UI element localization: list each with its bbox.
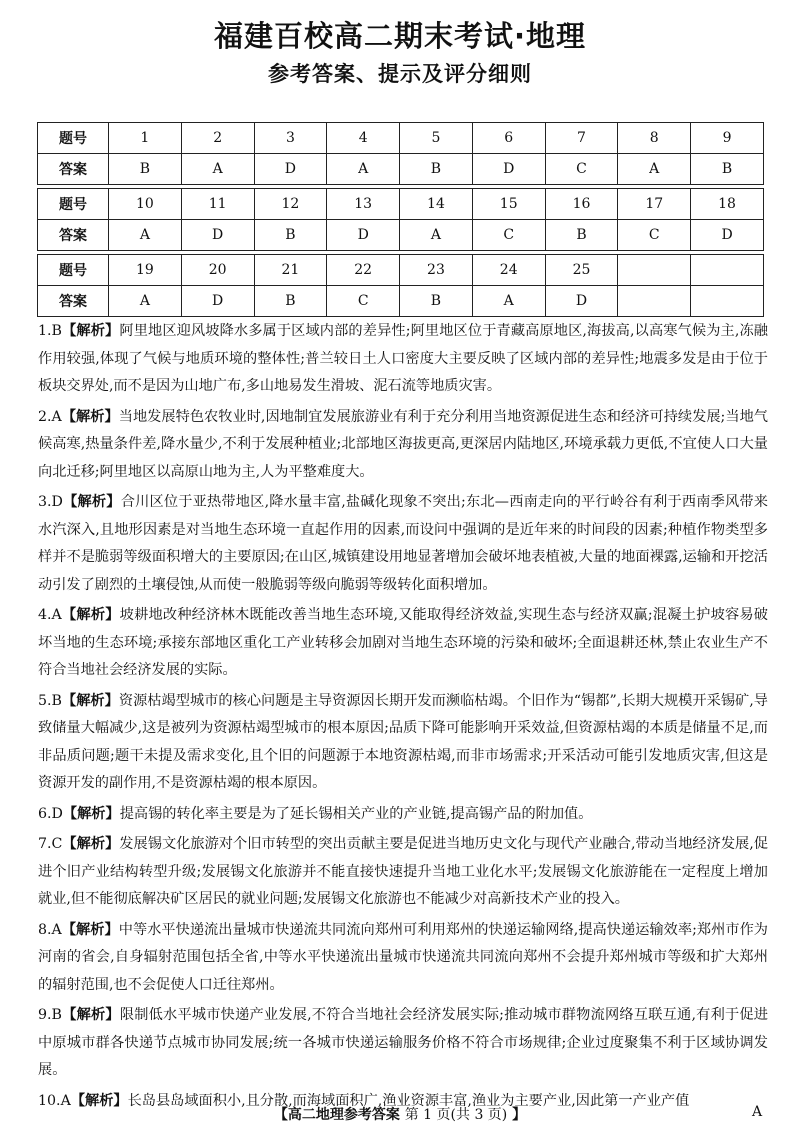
answer-cell: D <box>472 154 545 185</box>
page-subtitle: 参考答案、提示及评分细则 <box>268 62 532 86</box>
question-cell: 20 <box>181 255 254 286</box>
footer-close: 】 <box>512 1107 527 1123</box>
footer-page-number: 第 1 页(共 3 页) <box>404 1107 508 1123</box>
question-cell: 25 <box>545 255 618 286</box>
question-cell: 21 <box>254 255 327 286</box>
answer-cell: B <box>400 286 473 317</box>
footer <box>0 1104 800 1124</box>
explanation-text: 长岛县岛域面积小,且分散,而海域面积广,渔业资源丰富,渔业为主要产业,因此第一产业产值 <box>127 1092 690 1109</box>
answer-cell: C <box>472 220 545 251</box>
answer-table <box>37 122 764 317</box>
question-cell: 13 <box>327 189 400 220</box>
answer-row-header: 答案 <box>38 286 109 317</box>
explanation-text: 资源枯竭型城市的核心问题是主导资源因长期开发而濒临枯竭。个旧作为“锡都”,长期大规模开采锡矿,导致储量大幅减少,这是被列为资源枯竭型城市的根本原因;品质下降可能影响开采效益,但资源枯竭的本质是储量不足,而非品质问题;题干未提及需求变化,且个旧的问题源于本地资源枯竭,而非市场需求;开采活动可能引发地质灾害,但这是资源开发的副作用,不是资源枯竭的根本原因。 <box>38 692 768 791</box>
answer-row <box>38 220 764 251</box>
answer-cell: A <box>327 154 400 185</box>
question-cell: 19 <box>109 255 182 286</box>
answer-row-header: 答案 <box>38 154 109 185</box>
explanation-text: 合川区位于亚热带地区,降水量丰富,盐碱化现象不突出;东北—西南走向的平行岭谷有利于西南季风带来水汽深入,且地形因素是对当地生态环境一直起作用的因素,而设问中强调的是近年来的时间段的因素;种植作物类型多样并不是脆弱等级面积增大的主要原因;在山区,城镇建设用地显著增加会破坏地表植被,大量的地面裸露,运输和开挖活动引发了剧烈的土壤侵蚀,从而使一般脆弱等级向脆弱等级转化面积增加。 <box>38 494 768 593</box>
question-cell: 11 <box>181 189 254 220</box>
question-answer-number: 2.A <box>38 408 62 425</box>
question-cell: 23 <box>400 255 473 286</box>
analysis-tag: 【解析】 <box>61 921 119 938</box>
explanation-item <box>38 404 768 487</box>
question-cell: 18 <box>691 189 764 220</box>
analysis-tag: 【解析】 <box>61 408 119 425</box>
explanation-item <box>38 688 768 798</box>
question-answer-number: 1.B <box>38 323 62 339</box>
question-cell: 22 <box>327 255 400 286</box>
answer-cell: A <box>472 286 545 317</box>
explanation-text: 坡耕地改种经济林木既能改善当地生态环境,又能取得经济效益,实现生态与经济双赢;混凝土护坡容易破坏当地的生态环境;承接东部地区重化工产业转移会加剧对当地生态环境的污染和破坏;全面退耕还林,禁止农业生产不符合当地社会经济发展的实际。 <box>38 607 768 678</box>
answer-cell: C <box>618 220 691 251</box>
question-answer-number: 9.B <box>38 1007 62 1023</box>
question-row <box>38 255 764 286</box>
question-answer-number: 7.C <box>38 836 63 852</box>
answer-cell: D <box>545 286 618 317</box>
explanation-text: 限制低水平城市快递产业发展,不符合当地社会经济发展实际;推动城市群物流网络互联互通,有利于促进中原城市群各快递节点城市协同发展;统一各城市快递运输服务价格不符合市场规律;企业过度聚集不利于区域协调发展。 <box>38 1007 768 1078</box>
question-cell: 14 <box>400 189 473 220</box>
explanation-item <box>38 602 768 685</box>
version-label: A <box>752 1104 763 1120</box>
question-cell: 16 <box>545 189 618 220</box>
answer-row <box>38 154 764 185</box>
question-row <box>38 123 764 154</box>
explanation-text: 阿里地区迎风坡降水多属于区域内部的差异性;阿里地区位于青藏高原地区,海拔高,以高寒气候为主,冻融作用较强,体现了气候与地质环境的整体性;普兰较日土人口密度大主要反映了区域内部的差异性;地震多发是由于位于板块交界处,而不是因为山地广布,多山地易发生滑坡、泥石流等地质灾害。 <box>38 323 768 394</box>
question-row-header: 题号 <box>38 189 109 220</box>
question-cell: 4 <box>327 123 400 154</box>
answer-cell: C <box>327 286 400 317</box>
answer-cell: C <box>545 154 618 185</box>
answer-cell: A <box>109 220 182 251</box>
analysis-tag: 【解析】 <box>61 607 120 623</box>
explanation-item <box>38 917 768 1000</box>
question-cell: 7 <box>545 123 618 154</box>
question-row-header: 题号 <box>38 255 109 286</box>
explanation-item <box>38 801 768 829</box>
answer-cell: D <box>181 220 254 251</box>
question-answer-number: 10.A <box>38 1092 71 1109</box>
explanation-item <box>38 489 768 599</box>
answer-cell: B <box>254 220 327 251</box>
explanation-item <box>38 831 768 914</box>
question-cell: 10 <box>109 189 182 220</box>
explanation-text: 当地发展特色农牧业时,因地制宜发展旅游业有利于充分利用当地资源促进生态和经济可持续发展;当地气候高寒,热量条件差,降水量少,不利于发展种植业;北部地区海拔更高,更深居内陆地区,环境承载力更低,不宜使人口大量向北迁移;阿里地区以高原山地为主,人为平整难度大。 <box>38 408 768 480</box>
question-answer-number: 4.A <box>38 607 62 623</box>
question-cell: 5 <box>400 123 473 154</box>
question-cell: 15 <box>472 189 545 220</box>
question-answer-number: 3.D <box>38 494 63 510</box>
footer-label: 【高二地理参考答案 <box>273 1107 400 1123</box>
explanations <box>38 318 768 1118</box>
answer-cell: A <box>109 286 182 317</box>
question-row <box>38 189 764 220</box>
explanation-text: 中等水平快递流出量城市快递流共同流向郑州可利用郑州的快递运输网络,提高快递运输效率;郑州市作为河南的省会,自身辐射范围包括全省,中等水平快递流出量城市快递流共同流向郑州不会提升郑州城市等级和扩大郑州的辐射范围,也不会促使人口迁往郑州。 <box>38 921 768 993</box>
analysis-tag: 【解析】 <box>62 494 121 510</box>
question-row-header: 题号 <box>38 123 109 154</box>
explanation-item <box>38 318 768 401</box>
answer-cell: D <box>181 286 254 317</box>
answer-cell: B <box>109 154 182 185</box>
analysis-tag: 【解析】 <box>62 805 120 822</box>
answer-row <box>38 286 764 317</box>
answer-cell: A <box>618 154 691 185</box>
question-cell: 3 <box>254 123 327 154</box>
question-cell: 8 <box>618 123 691 154</box>
question-cell: 9 <box>691 123 764 154</box>
analysis-tag: 【解析】 <box>70 1092 128 1109</box>
question-answer-number: 5.B <box>38 692 62 709</box>
question-cell: 17 <box>618 189 691 220</box>
answer-cell: B <box>400 154 473 185</box>
answer-cell: A <box>181 154 254 185</box>
question-answer-number: 8.A <box>38 921 62 938</box>
explanation-text: 提高锡的转化率主要是为了延长锡相关产业的产业链,提高锡产品的附加值。 <box>119 805 593 822</box>
answer-cell: D <box>691 220 764 251</box>
answer-cell: D <box>327 220 400 251</box>
answer-cell: B <box>545 220 618 251</box>
answer-cell <box>618 286 691 317</box>
answer-cell: B <box>691 154 764 185</box>
question-cell: 1 <box>109 123 182 154</box>
analysis-tag: 【解析】 <box>62 836 120 852</box>
question-cell: 12 <box>254 189 327 220</box>
question-cell <box>618 255 691 286</box>
analysis-tag: 【解析】 <box>61 323 120 339</box>
question-cell: 2 <box>181 123 254 154</box>
answer-cell: B <box>254 286 327 317</box>
answer-cell <box>691 286 764 317</box>
answer-row-header: 答案 <box>38 220 109 251</box>
question-answer-number: 6.D <box>38 805 63 822</box>
explanation-text: 发展锡文化旅游对个旧市转型的突出贡献主要是促进当地历史文化与现代产业融合,带动当地经济发展,促进个旧产业结构转型升级;发展锡文化旅游并不能直接快速提升当地工业化水平;发展锡文化旅游能在一定程度上增加就业,但不能彻底解决矿区居民的就业问题;发展锡文化旅游也不能减少对高新技术产业的投入。 <box>38 836 768 907</box>
analysis-tag: 【解析】 <box>61 1007 120 1023</box>
question-cell <box>691 255 764 286</box>
analysis-tag: 【解析】 <box>61 692 119 709</box>
answer-cell: D <box>254 154 327 185</box>
question-cell: 24 <box>472 255 545 286</box>
answer-cell: A <box>400 220 473 251</box>
page-title: 福建百校高二期末考试·地理 <box>213 19 587 53</box>
question-cell: 6 <box>472 123 545 154</box>
explanation-item <box>38 1002 768 1085</box>
